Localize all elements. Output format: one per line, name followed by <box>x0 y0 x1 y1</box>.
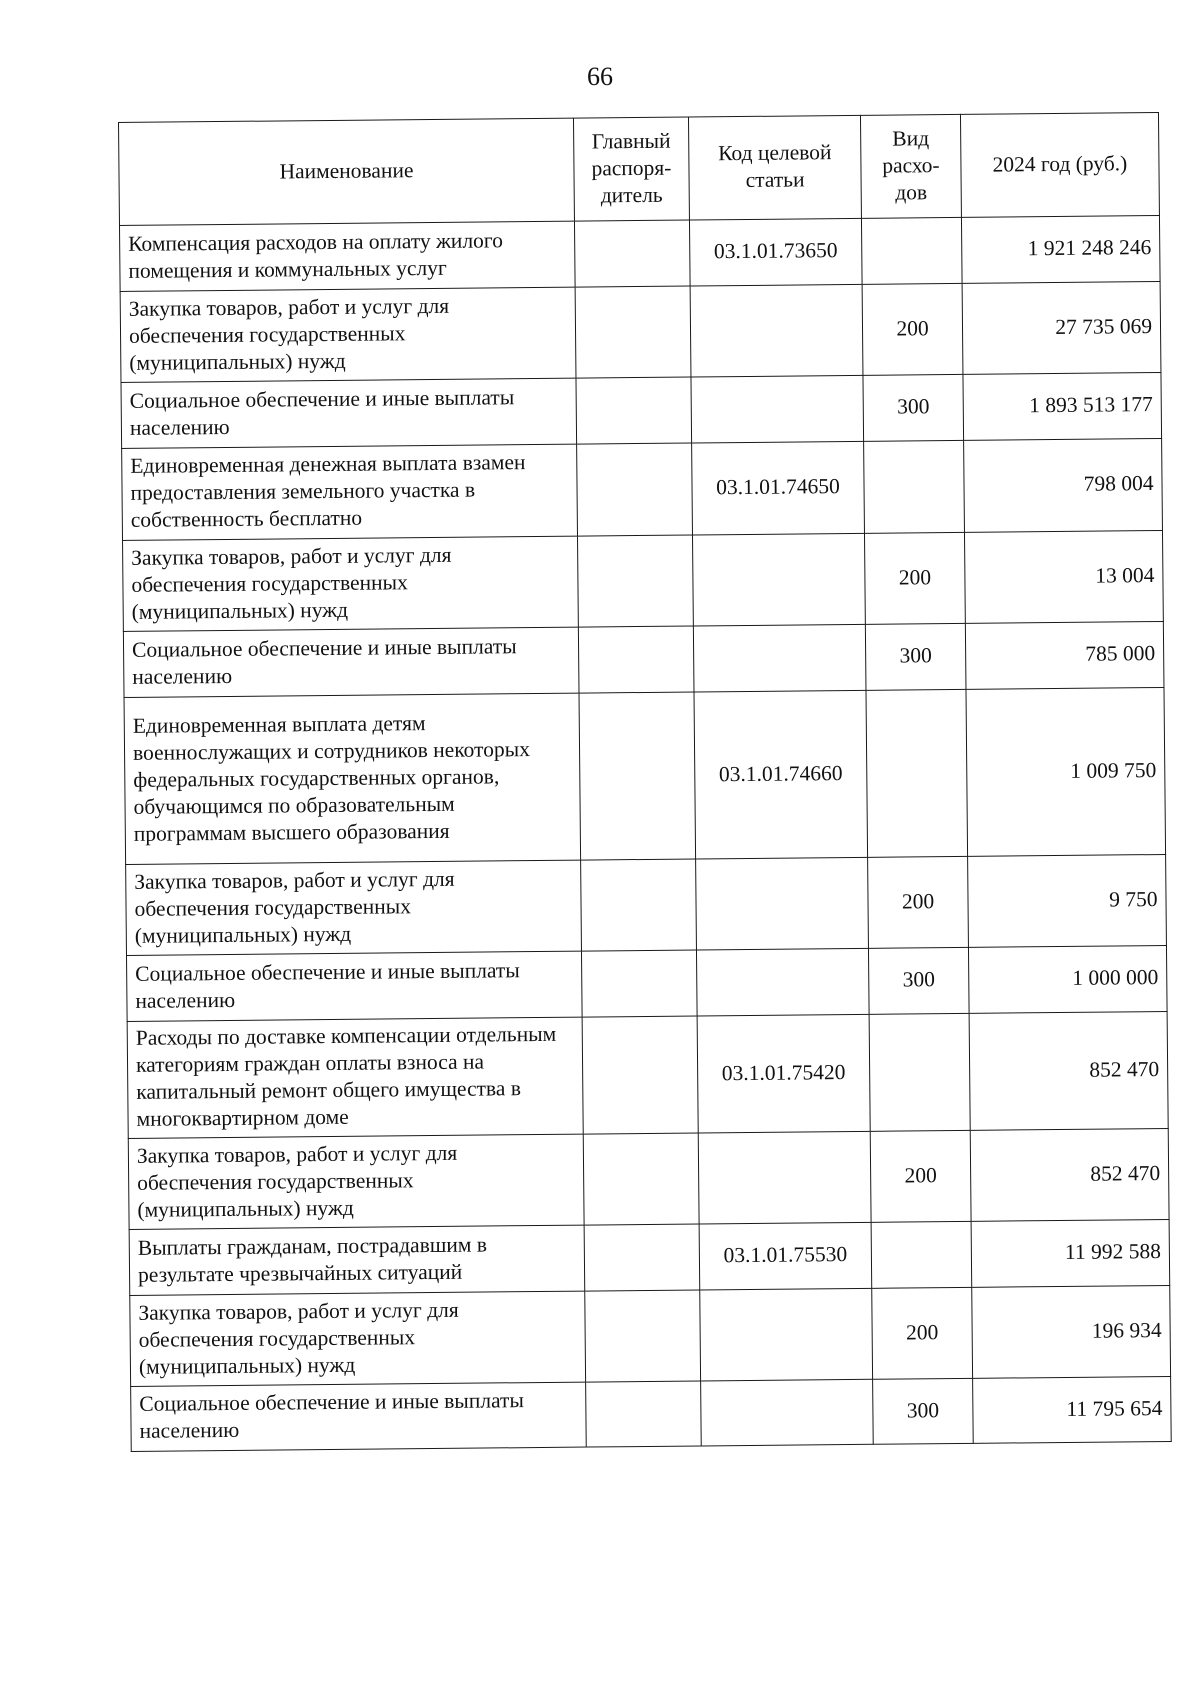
cell-amount: 27 735 069 <box>962 282 1161 375</box>
cell-admin <box>585 1290 701 1382</box>
cell-amount: 1 893 513 177 <box>963 373 1162 441</box>
cell-admin <box>575 286 691 378</box>
table-row <box>131 1376 1172 1451</box>
cell-admin <box>583 1133 699 1225</box>
cell-admin <box>579 692 696 860</box>
cell-code <box>692 533 865 626</box>
cell-amount: 11 992 588 <box>971 1219 1170 1287</box>
table-row <box>122 438 1163 540</box>
cell-code <box>700 1288 873 1381</box>
cell-amount: 196 934 <box>972 1285 1171 1378</box>
cell-name: Единовременная выплата детям военнослужащих и сотрудников некоторых федеральных государственных органов, обучающимся по образовательным программам высшего образования <box>124 693 581 864</box>
cell-code: 03.1.01.73650 <box>689 218 862 286</box>
cell-admin <box>577 443 693 536</box>
cell-type: 200 <box>868 856 969 948</box>
cell-code: 03.1.01.75420 <box>697 1014 870 1133</box>
cell-name: Закупка товаров, работ и услуг для обеспечения государственных (муниципальных) нужд <box>130 1291 586 1386</box>
cell-code: 03.1.01.74650 <box>692 441 865 535</box>
header-code: Код целевой статьи <box>688 115 861 220</box>
table-body <box>119 216 1171 1452</box>
table-row <box>128 1128 1169 1229</box>
cell-type: 200 <box>864 532 965 624</box>
cell-code <box>701 1379 874 1446</box>
cell-name: Расходы по доставке компенсации отдельным категориям граждан оплаты взноса на капитальный ремонт общего имущества в многоквартирном доме <box>127 1017 583 1138</box>
table-row <box>123 530 1164 631</box>
header-type: Вид расхо-дов <box>860 114 961 218</box>
cell-code: 03.1.01.75530 <box>699 1222 872 1290</box>
cell-name: Социальное обеспечение и иные выплаты населению <box>121 378 577 448</box>
table-row <box>119 216 1160 292</box>
cell-amount: 11 795 654 <box>973 1376 1172 1443</box>
cell-code <box>693 624 866 692</box>
table-header <box>119 113 1160 226</box>
table-row <box>127 1011 1168 1138</box>
cell-code <box>690 284 863 377</box>
cell-admin <box>581 859 697 951</box>
cell-name: Закупка товаров, работ и услуг для обеспечения государственных (муниципальных) нужд <box>126 860 582 955</box>
cell-code <box>698 1131 871 1224</box>
cell-type: 300 <box>865 623 966 690</box>
cell-type <box>861 217 962 284</box>
cell-type <box>866 689 968 857</box>
budget-table-sheet <box>118 112 1171 1452</box>
cell-admin <box>577 535 693 627</box>
cell-name: Закупка товаров, работ и услуг для обеспечения государственных (муниципальных) нужд <box>128 1134 584 1229</box>
table-row <box>127 945 1168 1021</box>
cell-code <box>696 857 869 950</box>
budget-table <box>118 112 1172 1452</box>
table-row <box>121 373 1162 449</box>
cell-amount: 852 470 <box>969 1011 1168 1130</box>
cell-name: Единовременная денежная выплата взамен предоставления земельного участка в собственность бесплатно <box>122 444 578 540</box>
table-row <box>126 854 1167 955</box>
cell-type: 200 <box>870 1130 971 1222</box>
cell-admin <box>584 1224 700 1291</box>
table-row <box>129 1219 1170 1295</box>
cell-amount: 13 004 <box>964 530 1163 623</box>
cell-admin <box>586 1381 702 1447</box>
cell-type: 300 <box>868 947 969 1014</box>
cell-amount: 9 750 <box>968 854 1167 947</box>
header-amount: 2024 год (руб.) <box>960 113 1159 218</box>
cell-name: Социальное обеспечение и иные выплаты населению <box>131 1382 587 1451</box>
cell-code: 03.1.01.74660 <box>694 690 868 859</box>
table-row <box>130 1285 1171 1386</box>
cell-type <box>871 1221 972 1288</box>
cell-type <box>864 440 965 533</box>
cell-admin <box>578 626 694 693</box>
cell-name: Компенсация расходов на оплату жилого помещения и коммунальных услуг <box>119 221 575 291</box>
cell-name: Социальное обеспечение и иные выплаты населению <box>123 627 579 697</box>
cell-admin <box>576 377 692 444</box>
cell-name: Закупка товаров, работ и услуг для обеспечения государственных (муниципальных) нужд <box>123 536 579 631</box>
header-name: Наименование <box>119 118 575 225</box>
cell-admin <box>574 220 690 287</box>
cell-type: 300 <box>873 1378 974 1444</box>
page-number: 66 <box>587 62 613 91</box>
cell-name: Закупка товаров, работ и услуг для обеспечения государственных (муниципальных) нужд <box>120 287 576 382</box>
cell-code <box>691 375 864 443</box>
cell-type: 200 <box>862 283 963 375</box>
cell-amount: 852 470 <box>970 1128 1169 1221</box>
cell-admin <box>582 1016 698 1134</box>
cell-type: 200 <box>872 1287 973 1379</box>
table-row <box>120 282 1161 383</box>
cell-amount: 785 000 <box>965 621 1164 689</box>
header-row <box>119 113 1160 226</box>
cell-amount: 1 009 750 <box>966 687 1166 856</box>
table-row <box>123 621 1164 697</box>
cell-code <box>696 948 869 1016</box>
cell-type: 300 <box>863 374 964 441</box>
cell-amount: 1 921 248 246 <box>961 216 1160 284</box>
cell-type <box>869 1013 970 1131</box>
table-row <box>124 687 1166 864</box>
header-admin: Главный распоря-дитель <box>573 117 689 221</box>
cell-amount: 1 000 000 <box>968 945 1167 1013</box>
cell-name: Выплаты гражданам, пострадавшим в результате чрезвычайных ситуаций <box>129 1225 585 1295</box>
cell-admin <box>581 950 697 1017</box>
cell-name: Социальное обеспечение и иные выплаты населению <box>127 951 583 1021</box>
cell-amount: 798 004 <box>964 438 1163 532</box>
